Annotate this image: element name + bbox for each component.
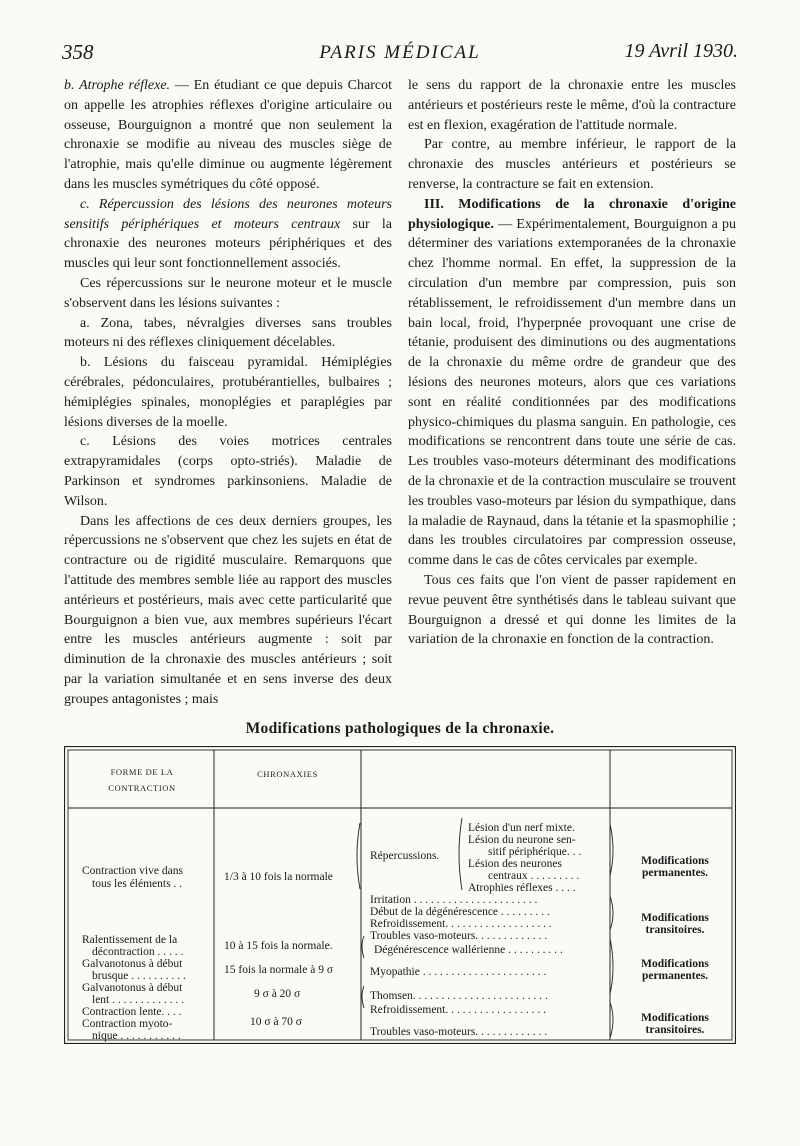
cause-cell: Refroidissement. . . . . . . . . . . . . . . . . . bbox=[370, 1004, 546, 1016]
journal-title: PARIS MÉDICAL bbox=[319, 42, 481, 63]
paragraph: Tous ces faits que l'on vient de passer rapidement en revue peuvent être synthétisés dans le tableau suivant que Bourguignon a dressé et qui donne les limites de la variation de la chronaxie en fonction de la contraction. bbox=[408, 572, 736, 648]
header-forme-line2: CONTRACTION bbox=[108, 783, 176, 793]
cause-cell: Troubles vaso-moteurs. . . . . . . . . . . . . bbox=[370, 930, 548, 942]
modification-label: transitoires. bbox=[645, 924, 705, 936]
modification-label: Modifications bbox=[641, 958, 709, 970]
paragraph: a. Zona, tabes, névralgies diverses sans troubles moteurs ni des réflexes cliniquement décelables. bbox=[64, 315, 392, 351]
modification-label: transitoires. bbox=[645, 1024, 705, 1036]
forme-cell: nique . . . . . . . . . . . bbox=[92, 1030, 181, 1042]
header-forme-line1: FORME DE LA bbox=[110, 767, 174, 777]
paragraph: Dans les affections de ces deux derniers groupes, les répercussions ne s'observent que chez les sujets en état de contracture ou de rigidité musculaire. Remarquons que l'attitude des membres semble liée au rapport des muscles antérieurs et postérieurs, mais avec cette particularité que Bourguignon a bien vue, aux membres supérieurs l'écart entre les muscles antérieurs augmente : soit par diminution de la chronaxie des muscles antérieurs ; soit par la variation simultanée et en sens inverse des deux groupes antagonistes ; mais bbox=[64, 513, 392, 707]
brace bbox=[362, 986, 364, 1008]
paragraph: Ces répercussions sur le neurone moteur et le muscle s'observent dans les lésions suivantes : bbox=[64, 275, 392, 311]
cause-sub-cell: centraux . . . . . . . . . bbox=[488, 870, 580, 882]
cause-sub-cell: Lésion d'un nerf mixte. bbox=[468, 822, 575, 834]
modification-label: permanentes. bbox=[641, 970, 709, 982]
brace bbox=[362, 936, 364, 958]
forme-cell: Contraction myoto- bbox=[82, 1018, 173, 1030]
cause-sub-cell: Atrophies réflexes . . . . bbox=[468, 882, 576, 894]
cause-cell: Thomsen. . . . . . . . . . . . . . . . . . . . . . . . bbox=[370, 990, 548, 1002]
cause-sub-cell: Lésion du neurone sen- bbox=[468, 834, 576, 846]
modification-label: Modifications bbox=[641, 1012, 709, 1024]
paragraph-repercussion: c. Répercussion des lésions des neurones moteurs sensitifs périphériques et moteurs centraux sur la chronaxie des neurones moteurs périphériques et des muscles qui leur sont fonctionnellement associés. bbox=[64, 196, 393, 272]
modification-label: Modifications bbox=[641, 912, 709, 924]
brace bbox=[459, 818, 462, 890]
paragraph-section-iii: III. Modifications de la chronaxie d'origine physiologique. — Expérimentalement, Bourguignon a pu déterminer des variations extemporanées de la chronaxie chez l'homme normal. En effet, la suppression de la circulation d'un membre par compression, puis son rétablissement, le refroidissement d'un membre dans un bain local, froid, l'hyperpnée provoquant une crise de tétanie, produisent des diminutions ou des augmentations de la chronaxie du même ordre de grandeur que des lésions des neurones moteurs, alors que ces variations sont en réalité conditionnées par des modifications physico-chimiques du plasma sanguin. En pathologie, ces modifications se rencontrent dans toute une série de cas. Les troubles vaso-moteurs déterminant des modifications de la chronaxie et de la contraction musculaire se trouvent les troubles vaso-moteurs par lésion du sympathique, dans la maladie de Raynaud, dans la tétanie et la spasmophilie ; dans les troubles circulatoires par compression osseuse, comme dans le cas de côtes cervicales par exemple. bbox=[408, 196, 736, 569]
chronaxie-table bbox=[64, 746, 736, 1044]
paragraph: c. Lésions des voies motrices centrales extrapyramidales (corps opto-striés). Maladie de Parkinson et syndromes parkinsoniens. Maladie de Wilson. bbox=[64, 434, 392, 509]
cause-cell: Début de la dégénérescence . . . . . . . . . bbox=[370, 906, 550, 918]
forme-cell: Ralentissement de la bbox=[82, 934, 178, 946]
chronaxie-cell: 10 σ à 70 σ bbox=[250, 1016, 303, 1028]
forme-cell: brusque . . . . . . . . . . bbox=[92, 970, 186, 982]
cause-cell: Dégénérescence wallérienne . . . . . . . . . . bbox=[374, 944, 563, 956]
modification-label: Modifications bbox=[641, 855, 709, 867]
header-chronaxies: CHRONAXIES bbox=[257, 769, 318, 779]
page-number: 358 bbox=[62, 40, 94, 64]
cause-cell: Myopathie . . . . . . . . . . . . . . . . . . . . . . bbox=[370, 966, 547, 978]
cause-sub-cell: sitif périphérique. . . bbox=[488, 846, 582, 858]
issue-date: 19 Avril 1930. bbox=[624, 40, 738, 62]
cause-cell: Troubles vaso-moteurs. . . . . . . . . . . . . bbox=[370, 1026, 548, 1038]
right-column bbox=[408, 76, 736, 650]
forme-cell: décontraction . . . . . bbox=[92, 946, 184, 958]
forme-cell: tous les éléments . . bbox=[92, 878, 183, 890]
brace bbox=[357, 823, 360, 889]
chronaxie-cell: 9 σ à 20 σ bbox=[254, 988, 301, 1000]
forme-cell: Galvanotonus à début bbox=[82, 958, 183, 970]
cause-cell: Répercussions. bbox=[370, 850, 440, 862]
forme-cell: lent . . . . . . . . . . . . . bbox=[92, 994, 184, 1006]
chronaxie-cell: 1/3 à 10 fois la normale bbox=[224, 871, 333, 883]
chronaxie-cell: 15 fois la normale à 9 σ bbox=[224, 964, 334, 976]
forme-cell: Contraction lente. . . . bbox=[82, 1006, 182, 1018]
chronaxie-cell: 10 à 15 fois la normale. bbox=[224, 940, 333, 952]
cause-cell: Refroidissement. . . . . . . . . . . . . . . . . . . bbox=[370, 918, 552, 930]
paragraph: Par contre, au membre inférieur, le rapport de la chronaxie des muscles antérieurs et postérieurs se renverse, la contracture se fait en extension. bbox=[408, 137, 736, 192]
cause-cell: Irritation . . . . . . . . . . . . . . . . . . . . . . bbox=[370, 894, 538, 906]
forme-cell: Contraction vive dans bbox=[82, 865, 183, 877]
left-column bbox=[64, 76, 392, 710]
page-header bbox=[62, 40, 738, 68]
forme-cell: Galvanotonus à début bbox=[82, 982, 183, 994]
section-heading: b. Atrophe réflexe. bbox=[64, 78, 171, 93]
paragraph: b. Lésions du faisceau pyramidal. Hémiplégies cérébrales, pédonculaires, protubérantielles, bulbaires ; hémiplégies spinales, monoplégies et paraplégies par lésions diverses de la moelle. bbox=[64, 355, 392, 430]
section-heading: III. Modifications de la chronaxie d'origine physiologique. bbox=[408, 196, 736, 232]
modification-label: permanentes. bbox=[641, 867, 709, 879]
section-heading: c. Répercussion des lésions des neurones moteurs sensitifs périphériques et moteurs centraux bbox=[64, 196, 392, 232]
paragraph: le sens du rapport de la chronaxie entre les muscles antérieurs et postérieurs reste le même, d'où la contracture est en flexion, exagération de l'attitude normale. bbox=[408, 78, 736, 133]
table-caption: Modifications pathologiques de la chronaxie. bbox=[245, 720, 555, 737]
paragraph-atrophie-reflexe: b. Atrophe réflexe. — En étudiant ce que depuis Charcot on appelle les atrophies réflexes d'origine articulaire ou osseuse, Bourguignon a montré que non seulement la chronaxie se modifie au niveau des muscles siège de l'atrophie, mais qu'elle diminue ou augmente légèrement dans les muscles symétriques du côté opposé. bbox=[64, 78, 392, 192]
cause-sub-cell: Lésion des neurones bbox=[468, 858, 562, 870]
